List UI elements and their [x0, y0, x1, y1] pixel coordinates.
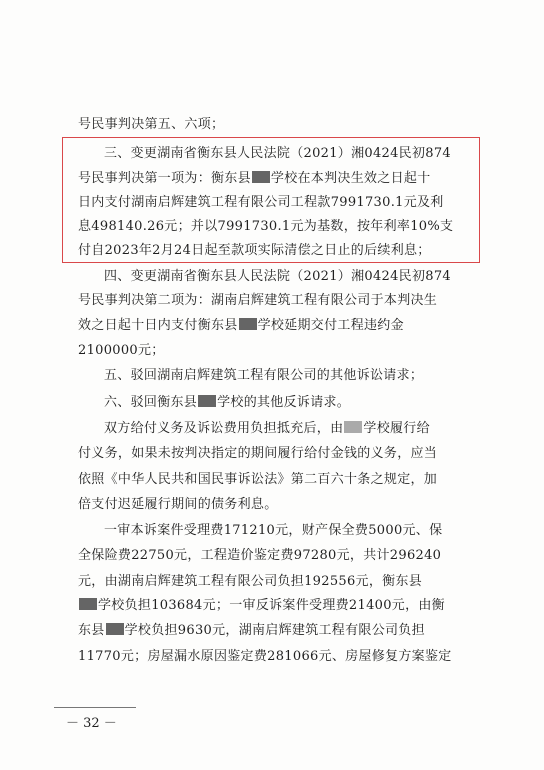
- line-text: 东县: [78, 623, 105, 638]
- text-line-20: [78, 598, 445, 614]
- text-line-13: [104, 421, 430, 437]
- line-text: 依照《中华人民共和国民事诉讼法》第二百六十条之规定，加: [78, 472, 438, 487]
- line-text: 11770元；房屋漏水原因鉴定费281066元、房屋修复方案鉴定: [78, 649, 452, 664]
- line-text: 五、驳回湖南启辉建筑工程有限公司的其他诉讼请求；: [104, 368, 424, 383]
- text-line-18: [78, 548, 441, 564]
- redaction-mark: [252, 171, 270, 183]
- line-text: 一审本诉案件受理费171210元，财产保全费5000元、保: [104, 523, 443, 538]
- line-text: 号民事判决第一项为：衡东县: [78, 171, 251, 186]
- text-line-8: [78, 293, 437, 309]
- text-line-2: [104, 146, 451, 162]
- line-text: 学校延期交付工程违约金: [257, 318, 404, 333]
- line-text: 号民事判决第五、六项；: [78, 117, 225, 132]
- text-line-11: [104, 368, 423, 384]
- text-line-5: [78, 219, 453, 235]
- line-text: 学校的其他反诉请求。: [217, 395, 351, 410]
- text-line-15: [78, 472, 437, 488]
- line-text: 号民事判决第二项为：湖南启辉建筑工程有限公司于本判决生: [78, 293, 438, 308]
- line-text: 学校履行给: [363, 421, 430, 436]
- text-line-4: [78, 195, 444, 211]
- text-line-3: [78, 171, 431, 187]
- text-line-17: [104, 523, 442, 539]
- line-text: 全保险费22750元，工程造价鉴定费97280元，共计296240: [78, 548, 442, 563]
- line-text: 日内支付湖南启辉建筑工程有限公司工程款7991730.1元及利: [78, 195, 444, 210]
- line-text: 效之日起十日内支付衡东县: [78, 318, 238, 333]
- text-line-7: [104, 269, 451, 285]
- line-text: 学校在本判决生效之日起十: [270, 171, 431, 186]
- page-number: － 32 －: [66, 716, 117, 731]
- line-text: 倍支付迟延履行期间的债务利息。: [78, 497, 278, 512]
- line-text: 四、变更湖南省衡东县人民法院（2021）湘0424民初874: [104, 269, 451, 284]
- text-line-6: [78, 243, 431, 259]
- redaction-mark: [344, 421, 362, 433]
- text-line-21: [78, 623, 425, 639]
- redaction-mark: [106, 623, 124, 635]
- text-line-1: [78, 117, 224, 133]
- line-text: 三、变更湖南省衡东县人民法院（2021）湘0424民初874: [104, 146, 451, 161]
- line-text: 息498140.26元；并以7991730.1元为基数，按年利率10%支: [78, 219, 454, 234]
- text-line-19: [78, 574, 422, 590]
- text-line-9: [78, 318, 404, 334]
- line-text: 双方给付义务及诉讼费用负担抵充后，由: [104, 421, 344, 436]
- text-line-10: [78, 343, 165, 359]
- line-text: 付义务，如果未按判决指定的期间履行给付金钱的义务，应当: [78, 446, 438, 461]
- redaction-mark: [239, 318, 257, 330]
- text-line-14: [78, 446, 437, 462]
- text-line-16: [78, 497, 278, 513]
- redaction-mark: [198, 395, 216, 407]
- footer-rule: [54, 707, 136, 708]
- line-text: 元，由湖南启辉建筑工程有限公司负担192556元，衡东县: [78, 574, 423, 589]
- line-text: 学校负担9630元，湖南启辉建筑工程有限公司负担: [124, 623, 425, 638]
- line-text: 学校负担103684元；一审反诉案件受理费21400元，由衡: [98, 598, 445, 613]
- redaction-mark: [79, 598, 97, 610]
- text-line-22: [78, 649, 452, 665]
- line-text: 2100000元；: [78, 343, 165, 358]
- line-text: 付自2023年2月24日起至款项实际清偿之日止的后续利息；: [78, 243, 431, 258]
- line-text: 六、驳回衡东县: [104, 395, 198, 410]
- text-line-12: [104, 395, 350, 411]
